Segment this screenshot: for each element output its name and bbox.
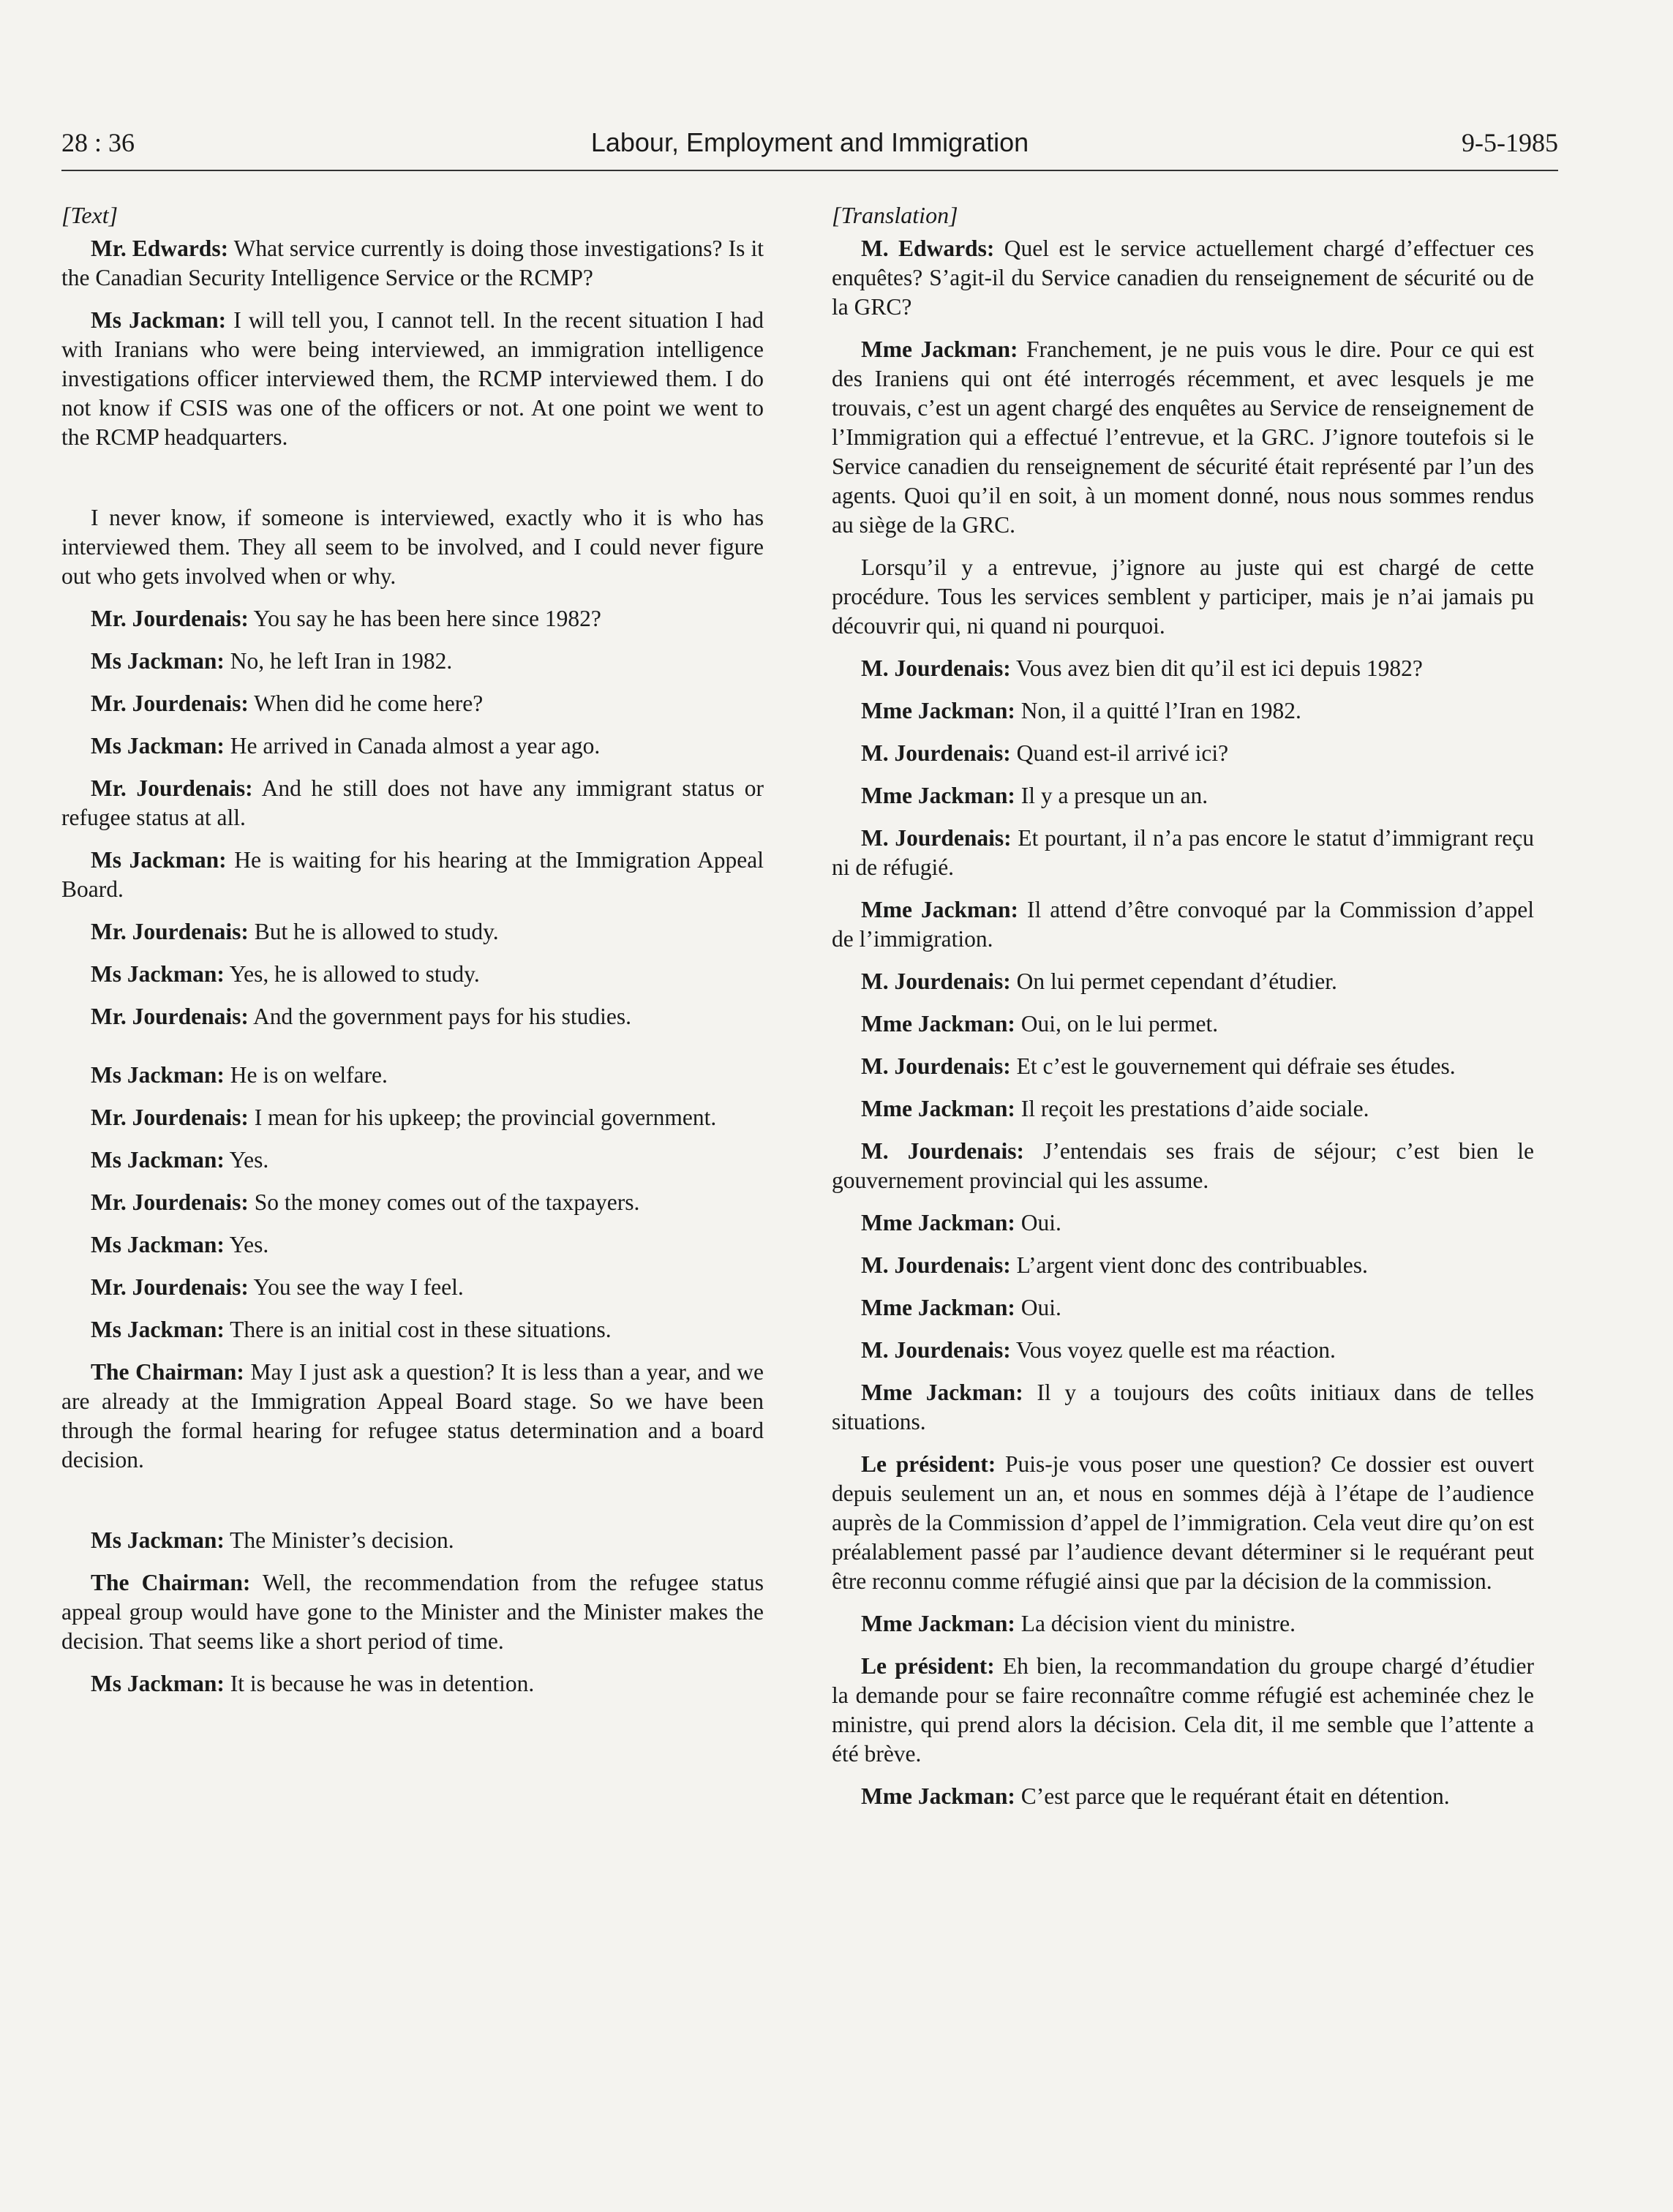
speaker: Mme Jackman: <box>861 698 1015 723</box>
speaker: Ms Jackman: <box>91 1232 225 1257</box>
paragraph <box>832 553 1534 641</box>
paragraph <box>832 739 1534 768</box>
speech: Oui. <box>1015 1295 1061 1320</box>
paragraph <box>832 895 1534 954</box>
paragraph <box>832 824 1534 882</box>
speech: Il reçoit les prestations d’aide sociale. <box>1015 1096 1369 1121</box>
paragraph <box>61 1568 764 1656</box>
speech: He arrived in Canada almost a year ago. <box>224 733 601 759</box>
speech: Vous voyez quelle est ma réaction. <box>1010 1337 1336 1363</box>
speech: J’entendais ses frais de séjour; c’est bien le gouvernement provincial qui les assume. <box>832 1138 1534 1193</box>
speaker: Mr. Jourdenais: <box>91 775 253 801</box>
paragraph <box>61 1358 764 1475</box>
paragraph <box>832 1652 1534 1769</box>
speaker: M. Jourdenais: <box>861 1053 1011 1079</box>
speaker: Le président: <box>861 1653 995 1679</box>
speaker: The Chairman: <box>91 1359 244 1385</box>
speech: He is waiting for his hearing at the Immigration Appeal Board. <box>61 847 764 902</box>
speech: May I just ask a question? It is less than a year, and we are already at the Immigration Appeal Board stage. So we have been through the formal hearing for refugee status determination and a board decision. <box>61 1359 764 1472</box>
speaker: M. Jourdenais: <box>861 968 1011 994</box>
speech: Franchement, je ne puis vous le dire. Pour ce qui est des Iraniens qui ont été interrogés récemment, et avec lesquels je me trouvais, c’est un agent chargé des enquêtes au Service de renseignement de l’Immigration qui a effectué l’entrevue, et la GRC. J’ignore toutefois si le Service canadien du renseignement de sécurité était représenté par l’un des agents. Quoi qu’il en soit, à un moment donné, nous nous sommes rendus au siège de la GRC. <box>832 336 1534 538</box>
paragraph <box>61 234 764 293</box>
speech: Eh bien, la recommandation du groupe chargé d’étudier la demande pour se faire reconnaître comme réfugié est acheminée chez le ministre, qui prend alors la décision. Cela dit, il me semble que l’attente a été brève. <box>832 1653 1534 1767</box>
speaker: M. Jourdenais: <box>861 825 1012 851</box>
speaker: Mr. Jourdenais: <box>91 1105 249 1130</box>
speech: When did he come here? <box>248 691 484 716</box>
speaker: Ms Jackman: <box>91 648 225 674</box>
speaker: M. Jourdenais: <box>861 1252 1011 1278</box>
paragraph <box>832 1378 1534 1437</box>
paragraph <box>61 689 764 718</box>
speaker: Mme Jackman: <box>861 1611 1015 1636</box>
paragraph <box>832 1137 1534 1195</box>
speech: L’argent vient donc des contribuables. <box>1010 1252 1368 1278</box>
speech: You see the way I feel. <box>248 1274 464 1300</box>
page-number: 28 : 36 <box>61 128 135 157</box>
speech: C’est parce que le requérant était en détention. <box>1015 1783 1450 1809</box>
speaker: M. Edwards: <box>861 236 995 261</box>
paragraph <box>61 1230 764 1260</box>
paragraph <box>832 1094 1534 1124</box>
speech: Quand est-il arrivé ici? <box>1010 740 1229 766</box>
speaker: Mme Jackman: <box>861 1380 1023 1405</box>
speaker: Mme Jackman: <box>861 1096 1015 1121</box>
date: 9-5-1985 <box>1462 128 1558 157</box>
speaker: Ms Jackman: <box>91 1671 225 1696</box>
speaker: Mme Jackman: <box>861 1011 1015 1037</box>
paragraph <box>61 1188 764 1217</box>
paragraph <box>61 1002 764 1031</box>
paragraph <box>61 846 764 904</box>
paragraph <box>61 604 764 633</box>
english-column <box>61 198 764 1712</box>
french-column <box>832 198 1534 1824</box>
speaker: M. Jourdenais: <box>861 1138 1024 1164</box>
speaker: M. Jourdenais: <box>861 655 1011 681</box>
speech: Non, il a quitté l’Iran en 1982. <box>1015 698 1301 723</box>
paragraph <box>832 1293 1534 1323</box>
speech: Yes. <box>224 1232 269 1257</box>
speech: So the money comes out of the taxpayers. <box>248 1189 640 1215</box>
paragraph <box>61 960 764 989</box>
running-title: Labour, Employment and Immigration <box>590 127 1029 157</box>
speaker: Mr. Jourdenais: <box>91 1004 249 1029</box>
speech: Et pourtant, il n’a pas encore le statut d’immigrant reçu ni de réfugié. <box>832 825 1535 880</box>
speaker: Mr. Jourdenais: <box>91 919 249 944</box>
speaker: Ms Jackman: <box>91 1317 225 1342</box>
speaker: Mme Jackman: <box>861 336 1018 362</box>
speech: No, he left Iran in 1982. <box>224 648 453 674</box>
speech: Et c’est le gouvernement qui défraie ses études. <box>1010 1053 1456 1079</box>
paragraph <box>832 967 1534 996</box>
paragraph <box>832 1450 1534 1596</box>
paragraph <box>832 1609 1534 1639</box>
speech: Vous avez bien dit qu’il est ici depuis 1982? <box>1010 655 1423 681</box>
paragraph <box>832 1782 1534 1811</box>
paragraph <box>832 1336 1534 1365</box>
speech: And the government pays for his studies. <box>248 1004 632 1029</box>
header-rule <box>61 170 1558 171</box>
speech: Il y a presque un an. <box>1015 783 1208 808</box>
speaker: Mr. Jourdenais: <box>91 606 249 631</box>
speaker: Ms Jackman: <box>91 961 225 987</box>
paragraph <box>61 1103 764 1132</box>
speech: Oui, on le lui permet. <box>1015 1011 1219 1037</box>
speaker: M. Jourdenais: <box>861 1337 1011 1363</box>
speaker: Mr. Jourdenais: <box>91 691 249 716</box>
speech: I will tell you, I cannot tell. In the recent situation I had with Iranians who were being interviewed, an immigration intelligence investigations officer interviewed them, the RCMP interviewed them. I do not know if CSIS was one of the officers or not. At one point we went to the RCMP headquarters. <box>61 307 764 450</box>
paragraph <box>832 781 1534 810</box>
paragraph <box>61 917 764 947</box>
speaker: M. Jourdenais: <box>861 740 1011 766</box>
paragraph <box>61 647 764 676</box>
paragraph <box>832 1009 1534 1039</box>
paragraph <box>61 503 764 591</box>
speech: Yes. <box>224 1147 269 1173</box>
paragraph <box>61 774 764 832</box>
speech: Yes, he is allowed to study. <box>224 961 480 987</box>
paragraph <box>61 1061 764 1090</box>
speech: Well, the recommendation from the refugee status appeal group would have gone to the Minister and the Minister makes the decision. That seems like a short period of time. <box>61 1570 764 1654</box>
speaker: Ms Jackman: <box>91 733 225 759</box>
paragraph <box>832 654 1534 683</box>
speaker: Mme Jackman: <box>861 1210 1015 1235</box>
paragraph <box>832 696 1534 726</box>
page-header <box>61 124 1558 168</box>
speech: La décision vient du ministre. <box>1015 1611 1296 1636</box>
speech: There is an initial cost in these situations. <box>224 1317 612 1342</box>
speech: What service currently is doing those investigations? Is it the Canadian Security Intelligence Service or the RCMP? <box>61 236 764 290</box>
paragraph <box>61 1273 764 1302</box>
speaker: The Chairman: <box>91 1570 251 1595</box>
paragraph <box>832 335 1534 540</box>
speech: Quel est le service actuellement chargé d’effectuer ces enquêtes? S’agit-il du Service canadien du renseignement de sécurité ou de la GRC? <box>832 236 1535 320</box>
speaker: Ms Jackman: <box>91 1147 225 1173</box>
paragraph <box>61 1526 764 1555</box>
speech: Il attend d’être convoqué par la Commission d’appel de l’immigration. <box>832 897 1534 952</box>
speech: You say he has been here since 1982? <box>248 606 601 631</box>
paragraph <box>832 1208 1534 1238</box>
speaker: Ms Jackman: <box>91 307 227 333</box>
speech: I mean for his upkeep; the provincial government. <box>248 1105 717 1130</box>
speech: But he is allowed to study. <box>248 919 499 944</box>
speech: Puis-je vous poser une question? Ce dossier est ouvert depuis seulement un an, et nous en sommes déjà à l’étape de l’audience auprès de la Commission d’appel de l’immigration. Cela veut dire qu’on est préalablement passé par l’audience devant déterminer si le requérant peut être reconnu comme réfugié ainsi que par la décision de la commission. <box>832 1451 1534 1594</box>
speaker: Mme Jackman: <box>861 1783 1015 1809</box>
speech: Oui. <box>1015 1210 1061 1235</box>
translation-label: [Translation] <box>832 202 958 228</box>
paragraph <box>61 306 764 452</box>
text-label: [Text] <box>61 202 119 228</box>
speaker: Mr. Edwards: <box>91 236 229 261</box>
speaker: Ms Jackman: <box>91 1527 225 1553</box>
speech: He is on welfare. <box>224 1062 388 1088</box>
paragraph <box>61 1146 764 1175</box>
speech: And he still does not have any immigrant status or refugee status at all. <box>61 775 764 830</box>
speaker: Ms Jackman: <box>91 1062 225 1088</box>
speech: I never know, if someone is interviewed, exactly who it is who has interviewed them. They all seem to be involved, and I could never figure out who gets involved when or why. <box>61 505 764 589</box>
speaker: Mme Jackman: <box>861 1295 1015 1320</box>
speaker: Le président: <box>861 1451 996 1477</box>
speaker: Mr. Jourdenais: <box>91 1189 249 1215</box>
speaker: Mme Jackman: <box>861 897 1018 922</box>
paragraph <box>61 1669 764 1698</box>
paragraph <box>61 1315 764 1344</box>
speaker: Mr. Jourdenais: <box>91 1274 249 1300</box>
speaker: Ms Jackman: <box>91 847 227 873</box>
paragraph <box>832 234 1534 322</box>
speech: Lorsqu’il y a entrevue, j’ignore au juste qui est chargé de cette procédure. Tous les services semblent y participer, mais je n’ai jamais pu découvrir qui, ni quand ni pourquoi. <box>832 554 1534 639</box>
speech: The Minister’s decision. <box>224 1527 454 1553</box>
paragraph <box>832 1052 1534 1081</box>
paragraph <box>832 1251 1534 1280</box>
speech: On lui permet cependant d’étudier. <box>1010 968 1337 994</box>
paragraph <box>61 731 764 761</box>
speech: Il y a toujours des coûts initiaux dans de telles situations. <box>832 1380 1535 1434</box>
speaker: Mme Jackman: <box>861 783 1015 808</box>
speech: It is because he was in detention. <box>224 1671 535 1696</box>
